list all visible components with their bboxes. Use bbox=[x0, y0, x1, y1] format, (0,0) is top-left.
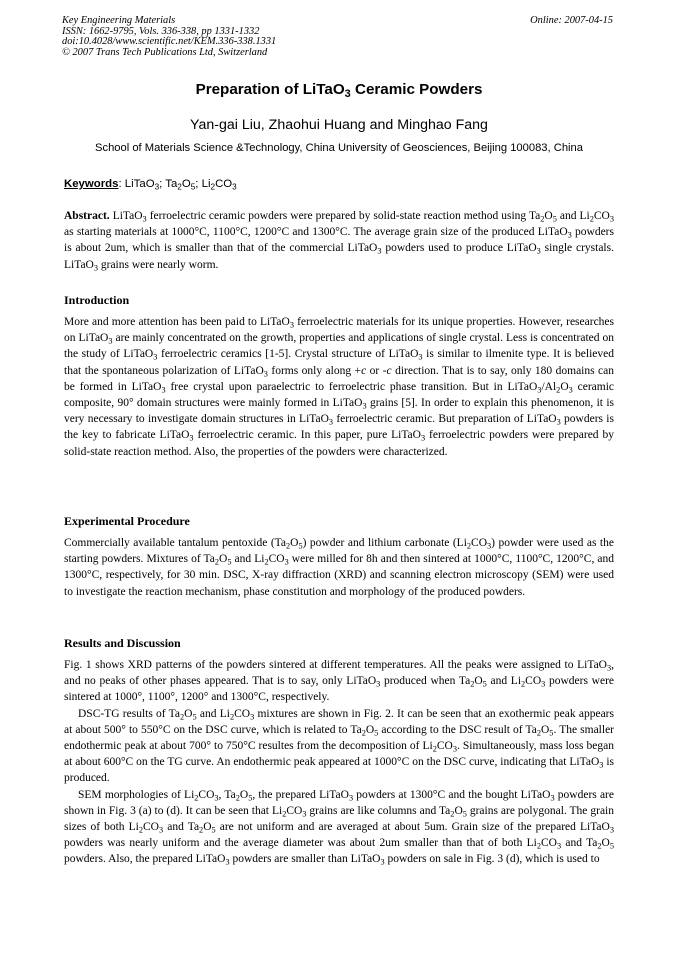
results-heading: Results and Discussion bbox=[64, 636, 181, 650]
results-section bbox=[64, 635, 614, 868]
abstract-block bbox=[64, 208, 614, 273]
affiliation: School of Materials Science &Technology, China University of Geosciences, Beijing 100083, China bbox=[95, 142, 583, 154]
online-date: Online: 2007-04-15 bbox=[530, 15, 613, 26]
results-paragraph-1: Fig. 1 shows XRD patterns of the powders sintered at different temperatures. All the peaks were assigned to LiTaO$_3$, and no peaks of other phases appeared. That is to say, only LiTaO$_3$ produced when $Ta_2O_5$ and $Li_2CO_3$ powders were sintered at 1000°, 1100°, 1200° and 1300°C, respectively. bbox=[64, 659, 615, 704]
copyright-line: © 2007 Trans Tech Publications Ltd, Switzerland bbox=[62, 46, 268, 58]
experimental-heading: Experimental Procedure bbox=[64, 514, 190, 528]
issn-line: ISSN: 1662-9795, Vols. 336-338, pp 1331-1332 bbox=[62, 25, 260, 37]
introduction-paragraph: More and more attention has been paid to LiTaO$_3$ ferroelectric materials for its unique properties. However, researches on LiTaO$_3$ are mainly concentrated on the growth, properties and applications of single crystal. Less is concentrated on the study of LiTaO$_3$ ferroelectric ceramics [1-5]. Crystal structure of LiTaO$_3$ is similar to ilmenite type. It is believed that the spontaneous polarization of LiTaO$_3$ forms only along +c or -c direction. That is to say, only 180 domains can be formed in LiTaO$_3$ free crystal upon paraelectric to ferroelectric phase transition. But in $LiTaO_3/Al_2O_3$ ceramic composite, 90° domain structures were mainly formed in LiTaO$_3$ grains [5]. In order to explain this phenomenon, it is very necessary to investigate domain structures in LiTaO$_3$ ferroelectric ceramic. But preparation of LiTaO$_3$ powders is the key to fabricate LiTaO$_3$ ferroelectric ceramic. In this paper, pure LiTaO$_3$ ferroelectric powders were prepared by solid-state reaction method. Also, the properties of the powders were characterized. bbox=[64, 316, 615, 458]
introduction-heading: Introduction bbox=[64, 293, 130, 307]
journal-name: Key Engineering Materials bbox=[62, 15, 176, 26]
results-paragraph-3: SEM morphologies of $Li_2CO_3$, $Ta_2O_5$, the prepared LiTaO$_3$ powders at 1300°C and the bought LiTaO$_3$ powders are shown in Fig. 3 (a) to (d). It can be seen that $Li_2CO_3$ grains are like columns and $Ta_2O_5$ grains are polygonal. The grain sizes of both $Li_2CO_3$ and $Ta_2O_5$ are not uniform and are averaged at about 5um. Grain size of the prepared LiTaO$_3$ powders was nearly uniform and the average diameter was about 2um smaller than that of both $Li_2CO_3$ and $Ta_2O_5$ powders. Also, the prepared LiTaO$_3$ powders are smaller than LiTaO$_3$ powders on sale in Fig. 3 (d), which is used to bbox=[64, 788, 614, 867]
keywords-line: Keywords: LiTaO$_3$; $Ta_2O_5$; $Li_2CO_3$ bbox=[64, 178, 237, 192]
author-list: Yan-gai Liu, Zhaohui Huang and Minghao Fang bbox=[190, 117, 488, 133]
experimental-paragraph: Commercially available tantalum pentoxide $(Ta_2O_5)$ powder and lithium carbonate $(Li_2CO_3)$ powder were used as the starting powders. Mixtures of $Ta_2O_5$ and $Li_2CO_3$ were milled for 8h and then sintered at 1000°C, 1100°C, 1200°C, and 1300°C, respectively, for 30 min. DSC, X-ray diffraction (XRD) and scanning electron microscopy (SEM) were used to investigate the reaction mechanism, phase constitution and morphology of the produced powders. bbox=[64, 537, 614, 598]
paper-title: Preparation of LiTaO$_3$ Ceramic Powders bbox=[195, 81, 483, 101]
keywords-label: Keywords bbox=[64, 178, 119, 190]
abstract-paragraph: Abstract. LiTaO$_3$ ferroelectric ceramic powders were prepared by solid-state reaction method using $Ta_2O_5$ and $Li_2CO_3$ as starting materials at 1000°C, 1100°C, 1200°C and 1300°C. The average grain size of the produced LiTaO$_3$ powders is about 2um, which is smaller than that of the commercial LiTaO$_3$ powders used to produce LiTaO$_3$ single crystals. LiTaO$_3$ grains were nearly worm. bbox=[64, 210, 614, 272]
experimental-section bbox=[64, 513, 614, 600]
introduction-section bbox=[64, 292, 614, 460]
doi-line: doi:10.4028/www.scientific.net/KEM.336-338.1331 bbox=[62, 36, 277, 48]
results-paragraph-2: DSC-TG results of $Ta_2O_5$ and $Li_2CO_3$ mixtures are shown in Fig. 2. It can be seen that an exothermic peak appears at about 500° to 550°C on the DSC curve, which is related to $Ta_2O_5$ according to the DSC result of $Ta_2O_5$. The smaller endothermic peak at about 700° to 750°C resultes from the decomposition of $Li_2CO_3$. Simultaneously, mass loss began at about 600°C on the TG curve. An endothermic peak appeared at 1000°C on the DSC curve, indicating that LiTaO$_3$ is produced. bbox=[64, 707, 614, 785]
publication-header bbox=[62, 16, 276, 58]
